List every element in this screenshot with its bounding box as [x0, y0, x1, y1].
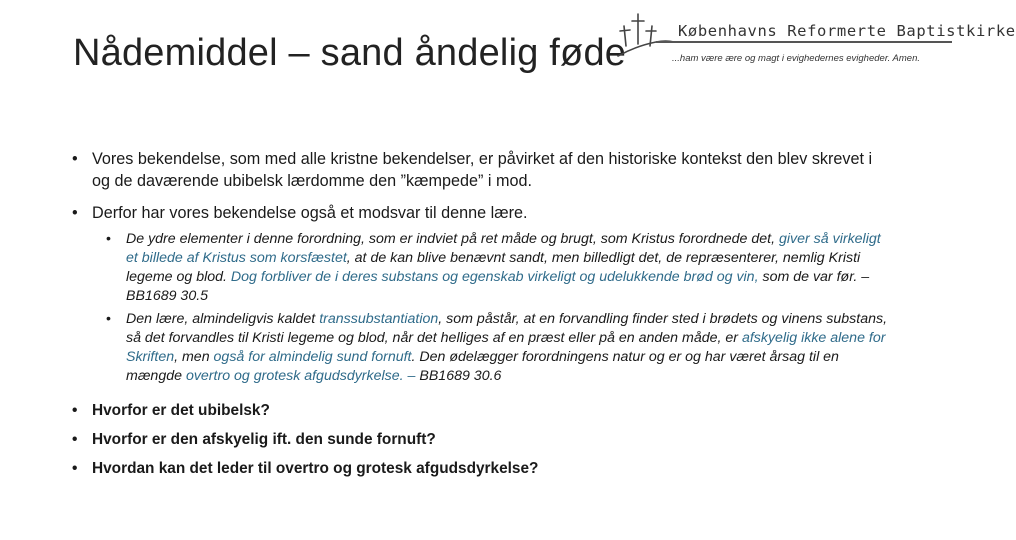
quote-text: . Den ødelægger forordningens natur og er og har været årsag til en mængde [126, 349, 839, 384]
quote-text: , som påstår, at en forvandling finder sted i brødets og vinens substans, så det forvandles til Kristi legeme og blod, når det helliges af en præst eller på en anden måde, er [126, 311, 888, 346]
quote-highlight: giver så virkeligt et billede af Kristus som korsfæstet [126, 231, 881, 266]
quote-bb1689-30-5 [106, 230, 896, 306]
bullet-context: • Vores bekendelse, som med alle kristne bekendelser, er påvirket af den historiske kontekst den blev skrevet i og de daværende ubibelsk lærdomme den ”kæmpede” i mod. [72, 148, 892, 192]
logo-divider [656, 41, 952, 43]
quote-text: Den lære, almindeligvis kaldet [126, 311, 320, 327]
slide-content [72, 148, 892, 487]
crosses-icon [616, 12, 676, 62]
quote-text: BB1689 30.6 [415, 368, 502, 384]
question-unbiblical: • Hvorfor er det ubibelsk? [72, 400, 892, 422]
question-idolatry: • Hvordan kan det leder til overtro og grotesk afgudsdyrkelse? [72, 458, 892, 480]
quote-highlight: Dog forbliver de i deres substans og egenskab virkeligt og udelukkende brød og vin, [230, 269, 759, 285]
quote-text: som de var før. – BB1689 30.5 [126, 269, 870, 304]
slide-title: Nådemiddel – sand åndelig føde [73, 32, 627, 74]
confession-quotes [72, 230, 892, 386]
quote-highlight: afskyelig ikke alene for Skriften [126, 330, 886, 365]
bullet-response: • Derfor har vores bekendelse også et modsvar til denne lære. [72, 202, 892, 224]
church-logo [616, 12, 1016, 74]
church-name: Københavns Reformerte Baptistkirke [678, 22, 1016, 40]
quote-text: De ydre elementer i denne forordning, som er indviet på ret måde og brugt, som Kristus forordnede det, [126, 231, 779, 247]
question-reason: • Hvorfor er den afskyelig ift. den sunde fornuft? [72, 429, 892, 451]
church-tagline: ...ham være ære og magt i evighedernes evigheder. Amen. [672, 53, 921, 64]
quote-highlight: overtro og grotesk afgudsdyrkelse. – [185, 368, 416, 384]
quote-text: , men [174, 349, 214, 365]
quote-highlight: transsubstantiation [319, 311, 439, 327]
quote-bb1689-30-6 [106, 310, 896, 386]
quote-text: , at de kan blive benævnt sandt, men billedligt det, de repræsenterer, nemlig Kristi legeme og blod. [126, 250, 861, 285]
quote-highlight: også for almindelig sund fornuft [213, 349, 412, 365]
